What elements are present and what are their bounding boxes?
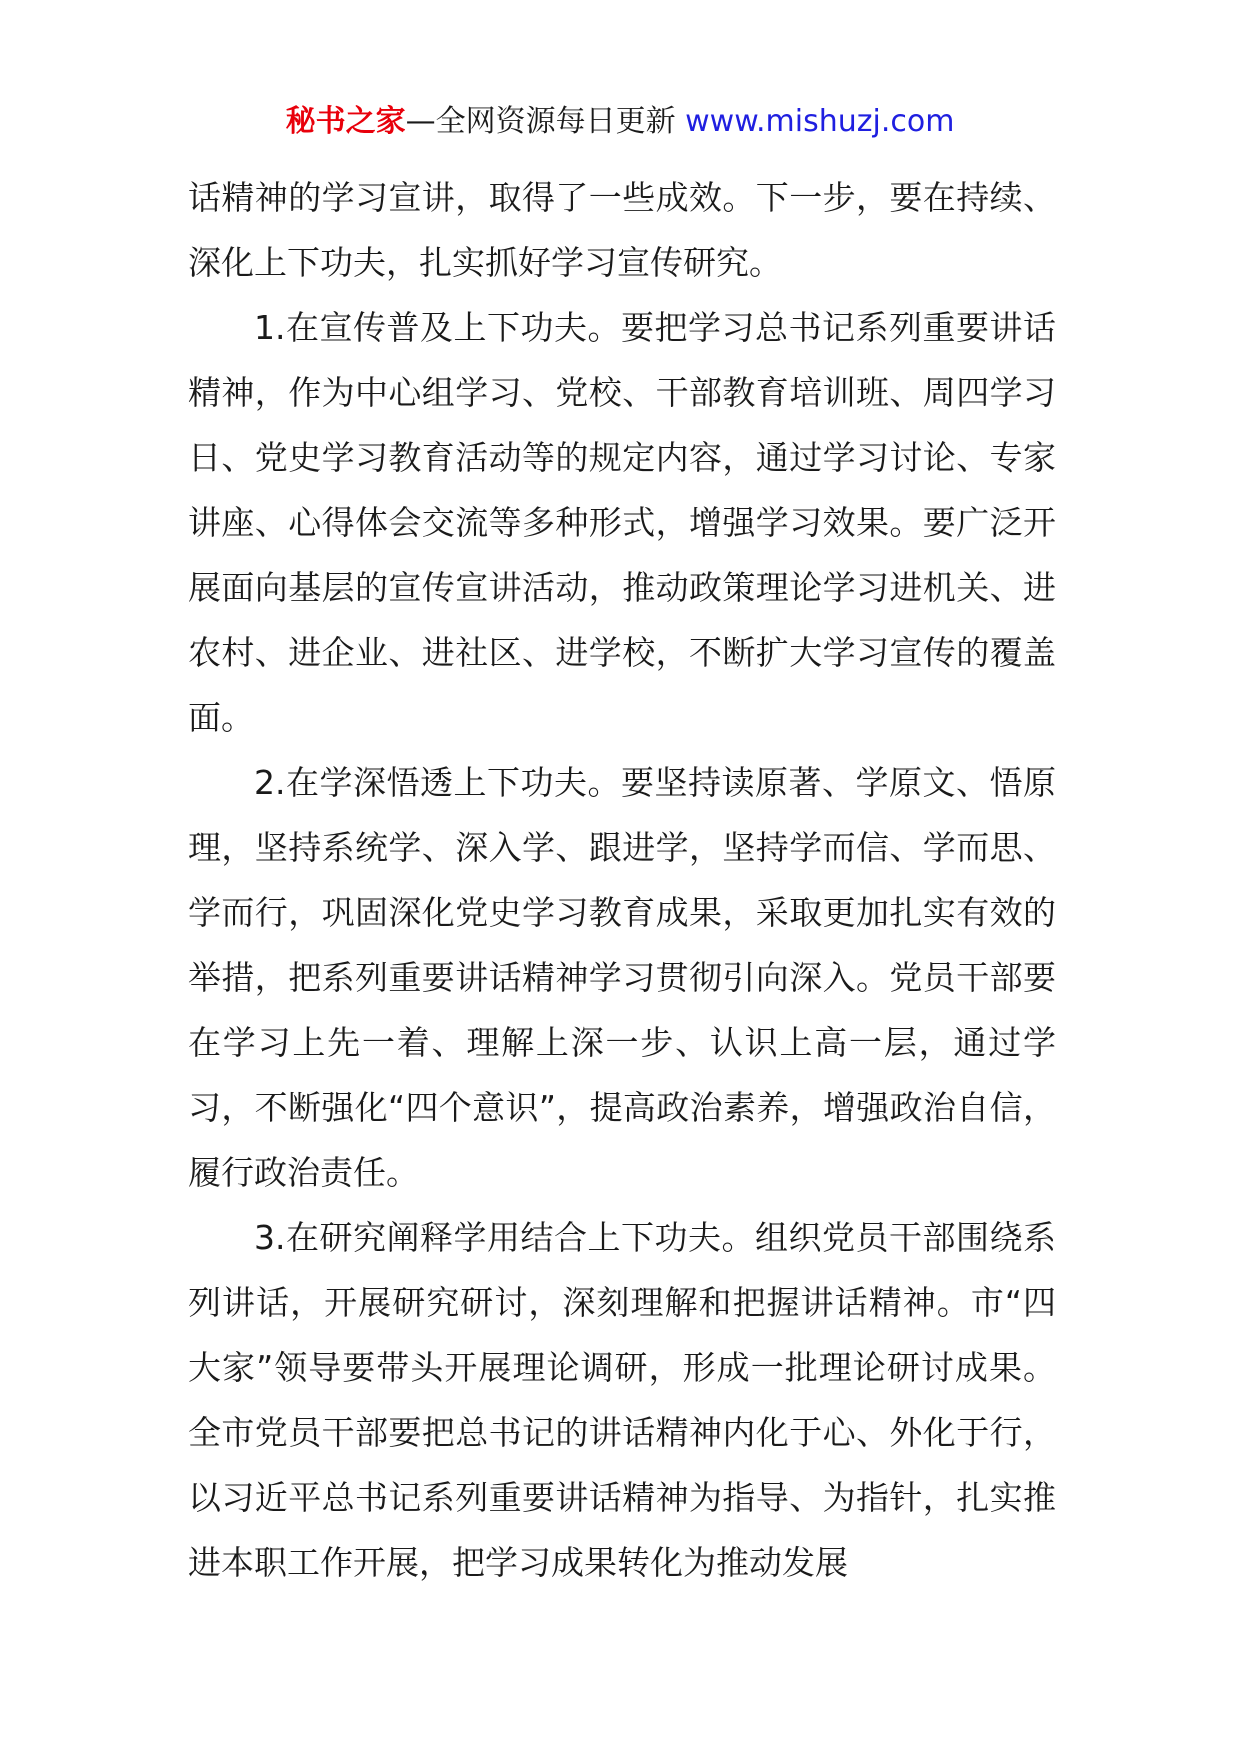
site-header [0, 100, 1240, 144]
paragraph-item-1: 1.在宣传普及上下功夫。要把学习总书记系列重要讲话精神，作为中心组学习、党校、干部教育培训班、周四学习日、党史学习教育活动等的规定内容，通过学习讨论、专家讲座、心得体会交流等多种形式，增强学习效果。要广泛开展面向基层的宣传宣讲活动，推动政策理论学习进机关、进农村、进企业、进社区、进学校，不断扩大学习宣传的覆盖面。 [188, 308, 1056, 737]
paragraph-continuation: 话精神的学习宣讲，取得了一些成效。下一步，要在持续、深化上下功夫，扎实抓好学习宣传研究。 [188, 178, 1056, 282]
paragraph-item-2: 2.在学深悟透上下功夫。要坚持读原著、学原文、悟原理，坚持系统学、深入学、跟进学，坚持学而信、学而思、学而行，巩固深化党史学习教育成果，采取更加扎实有效的举措，把系列重要讲话精神学习贯彻引向深入。党员干部要在学习上先一着、理解上深一步、认识上高一层，通过学习，不断强化“四个意识”，提高政治素养，增强政治自信，履行政治责任。 [188, 763, 1056, 1192]
site-url-link[interactable]: www.mishuzj.com [685, 104, 955, 139]
header-tagline: —全网资源每日更新 [405, 104, 676, 139]
brand-name: 秘书之家 [285, 104, 406, 139]
document-body [188, 165, 1056, 1595]
paragraph-item-3: 3.在研究阐释学用结合上下功夫。组织党员干部围绕系列讲话，开展研究研讨，深刻理解和把握讲话精神。市“四大家”领导要带头开展理论调研，形成一批理论研讨成果。全市党员干部要把总书记的讲话精神内化于心、外化于行，以习近平总书记系列重要讲话精神为指导、为指针，扎实推进本职工作开展，把学习成果转化为推动发展 [188, 1218, 1056, 1582]
